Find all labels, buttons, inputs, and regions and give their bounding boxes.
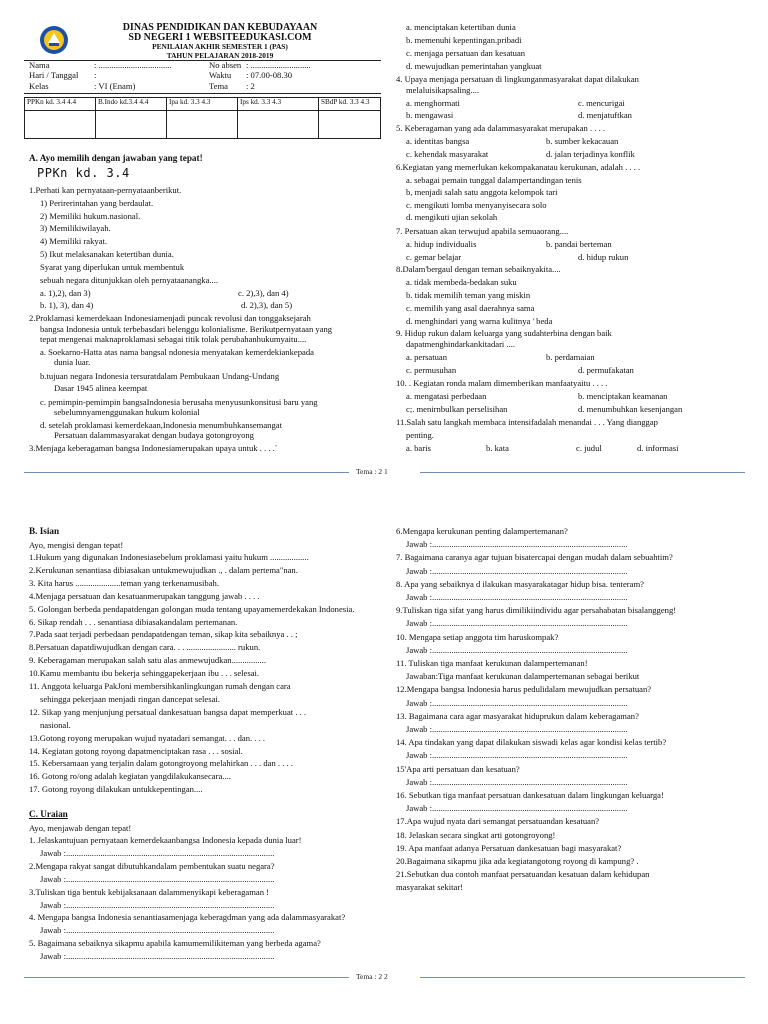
- tema-label: Tema: [209, 81, 228, 91]
- score-cell[interactable]: [167, 111, 238, 139]
- waktu-value: : 07.00-08.30: [246, 70, 293, 80]
- q10-option-c[interactable]: c;. menirnbulkan perselisihan: [406, 404, 508, 414]
- q7-option-b[interactable]: b. pandai berteman: [546, 239, 612, 249]
- uraian-question: 19. Apa manfaat adanya Persatuan dankesatuan bagi masyarakat?: [396, 842, 622, 853]
- q9-stem: dapatmenghindarkankitadari ....: [406, 339, 516, 349]
- footer-rule-left: [24, 977, 349, 978]
- q2-stem: tepat mengenai maknaproklamasi sebagai titik tolak perubahanhukumyaitu....: [40, 334, 307, 344]
- isian-question[interactable]: 13.Gotong royong merupakan wujud nyatadari semangat. . . dan. . . .: [29, 732, 266, 743]
- q8-option-b[interactable]: b. tidak memilih teman yang miskin: [406, 290, 531, 300]
- uraian-question: 15'Apa arti persatuan dan kesatuan?: [396, 763, 520, 774]
- section-c-title: C. Uraian: [29, 809, 68, 819]
- kelas-value: : VI (Enam): [94, 81, 136, 91]
- score-col-ppkn: PPKn kd. 3.4 4.4: [25, 98, 96, 111]
- score-table: [24, 97, 381, 139]
- q7-option-c[interactable]: c. gemar belajar: [406, 252, 462, 262]
- answer-line[interactable]: Jawab :.................................................................................................: [40, 925, 275, 936]
- q4-option-a[interactable]: a. menghormati: [406, 98, 460, 108]
- q6-option-b[interactable]: b, menjadi salah satu anggota kelompok tari: [406, 187, 558, 197]
- q4-option-b[interactable]: b. mengawasi: [406, 110, 454, 120]
- score-cell[interactable]: [25, 111, 96, 139]
- q2-option-d[interactable]: d. setelah proklamasi kemerdekaan,Indonesia menumbuhkansemangat: [40, 420, 282, 430]
- q5-stem: 5. Keberagaman yang ada dalammasyarakat merupakan . . . .: [396, 123, 606, 133]
- uraian-question: masyarakat sekitar!: [396, 882, 464, 893]
- no-absen-value: : ............................: [246, 60, 311, 70]
- answer-line[interactable]: Jawab :.................................................................................................: [40, 847, 275, 858]
- q3-option-d[interactable]: d. mewujudkan pemerintahan yangkuat: [406, 61, 542, 71]
- isian-question[interactable]: 11. Anggota keluarga PakJoni membersihkanlingkungan rumah dengan cara: [29, 681, 291, 691]
- answer-line[interactable]: Jawab :...........................................................................................: [406, 644, 628, 655]
- uraian-question: 17.Apa wujud nyata dari semangat persatuandan kesatuan?: [396, 816, 600, 827]
- q11-stem: penting.: [406, 430, 434, 440]
- q9-option-d[interactable]: d. permufakatan: [578, 365, 634, 375]
- q1-option-a[interactable]: a. 1),2), dan 3): [40, 288, 91, 298]
- q5-option-d[interactable]: d. jalan terjadinya konflik: [546, 149, 635, 159]
- answer-line[interactable]: Jawab :.................................................................................................: [40, 899, 275, 910]
- nama-label: Nama: [29, 60, 50, 70]
- answer-line[interactable]: Jawab :...........................................................................................: [406, 697, 628, 708]
- footer-rule-right: [420, 977, 745, 978]
- uraian-question: 6.Mengapa kerukunan penting dalampertemanan?: [396, 526, 568, 536]
- q1-option-d[interactable]: d. 2),3), dan 5): [241, 300, 293, 310]
- q1-option-c[interactable]: c. 2),3), dan 4): [238, 288, 289, 298]
- q6-option-d[interactable]: d. mengikuti ujian sekolah: [406, 212, 498, 222]
- score-col-ipa: Ipa kd. 3.3 4.3: [167, 98, 238, 111]
- q1-option-b[interactable]: b. 1), 3), dan 4): [40, 300, 94, 310]
- q7-stem: 7. Persatuan akan terwujud apabila semuaorang....: [396, 226, 569, 236]
- uraian-question: 3.Tuliskan tiga bentuk kebijaksanaan dalammenyikapi keberagaman !: [29, 886, 269, 897]
- uraian-question: 18. Jelaskan secara singkat arti gotongroyong!: [396, 829, 556, 840]
- q1-prompt: Syarat yang diperlukan untuk membentuk: [40, 262, 185, 272]
- isian-question[interactable]: 14. Kegiatan gotong royong dapatmenciptakan rasa . . . sosial.: [29, 745, 243, 756]
- q11-option-a[interactable]: a. baris: [406, 443, 431, 453]
- header-line-3: PENILAIAN AKHIR SEMESTER 1 (PAS): [152, 42, 288, 51]
- isian-question[interactable]: 15. Kebersamaan yang terjalin dalam gotongroyong melahirkan . . . dan . . . .: [29, 758, 293, 769]
- q10-option-a[interactable]: a. mengatasi perbedaan: [406, 391, 487, 401]
- waktu-label: Waktu: [209, 70, 232, 80]
- answer-line[interactable]: Jawab :...........................................................................................: [406, 750, 628, 761]
- q7-option-d[interactable]: d. hidup rukun: [578, 252, 629, 262]
- header-rule: [24, 60, 381, 61]
- uraian-question: 13. Bagaimana cara agar masyarakat hiduprukun dalam keberagaman?: [396, 710, 639, 721]
- q9-option-a[interactable]: a. persatuan: [406, 352, 448, 362]
- uraian-question: 8. Apa yang sebaiknya d ilakukan masyarakatagar hidup bisa. tenteram?: [396, 578, 644, 589]
- answer-line[interactable]: Jawab :...........................................................................................: [406, 592, 628, 602]
- answer-line[interactable]: Jawab :...........................................................................................: [406, 618, 628, 629]
- q2-option-c[interactable]: c. pemimpin-pemimpin bangsaIndonesia berusaha menyusunkonsitusi baru yang: [40, 397, 318, 407]
- q2-option-c[interactable]: sebelumnyamenggunakan hukum kolonial: [54, 407, 200, 417]
- q5-option-c[interactable]: c. kehendak masyarakat: [406, 149, 489, 159]
- q2-stem: 2.Proklamasi kemerdekaan Indonesiamenjadi puncak revolusi dan tonggaksejarah: [29, 313, 311, 323]
- q1-prompt: sebuah negara ditunjukkan oleh pernyataanangka....: [40, 275, 219, 285]
- nama-value: : ..................................: [94, 60, 172, 70]
- q1-statement: 1) Perirerintahan yang berdaulat.: [40, 198, 154, 208]
- hari-label: Hari / Tanggal: [29, 70, 79, 80]
- uraian-question: 7. Bagaimana caranya agar tujuan bisatercapai dengan mudah dalam sebuahtim?: [396, 552, 673, 563]
- isian-question[interactable]: 10.Kamu membantu ibu bekerja sehinggapekerjaan ibu . . . selesai.: [29, 668, 260, 679]
- q3-option-a[interactable]: a. menciptakan ketertiban dunia: [406, 22, 516, 32]
- footer-rule-right: [420, 472, 745, 473]
- score-col-sbdp: SBdP kd. 3.3 4.3: [319, 98, 381, 111]
- q4-option-d[interactable]: d. menjatuftkan: [578, 110, 632, 120]
- answer-line[interactable]: Jawab :.................................................................................................: [40, 951, 275, 962]
- score-cell[interactable]: [96, 111, 167, 139]
- uraian-question: 10. Mengapa setiap anggota tim haruskompak?: [396, 631, 559, 642]
- header-line-4: TAHUN PELAJARAN 2018-2019: [166, 51, 274, 60]
- q2-option-b[interactable]: b.tujuan negara Indonesia tersuratdalam Pembukaan Undang-Undang: [40, 371, 280, 381]
- q9-option-c[interactable]: c. permusuhan: [406, 365, 457, 375]
- hari-value: :: [94, 70, 97, 80]
- q6-stem: 6.Kegiatan yang memerlukan kekompakanatau kerukunan, adalah . . . .: [396, 162, 641, 172]
- q6-option-a[interactable]: a. sebagai pemain tunggal dalampertandingan tenis: [406, 175, 582, 185]
- q5-option-b[interactable]: b. sumber kekacauan: [546, 136, 619, 146]
- q3-stem: 3.Menjaga keberagaman bangsa Indonesiamerupakan upaya untuk . . . .`: [29, 443, 278, 453]
- score-cell[interactable]: [319, 111, 381, 139]
- q9-option-b[interactable]: b. perdamaian: [546, 352, 595, 362]
- isian-question[interactable]: 17. Gotong royong dilakukan untukkepentingan....: [29, 784, 203, 795]
- no-absen-label: No absen: [209, 60, 242, 70]
- q11-option-c[interactable]: c. judul: [576, 443, 602, 453]
- q4-stem: melaluisikapsaling....: [406, 85, 480, 95]
- q8-option-c[interactable]: c. memilih yang asal daerahnya sama: [406, 303, 535, 313]
- isian-question[interactable]: 5. Golongan berbeda pendapatdengan golongan muda tentang upayamemerdekakan Indonesia.: [29, 603, 355, 614]
- uraian-question: 2.Mengapa rakyat sangat dibutuhkandalam pembentukan suatu negara?: [29, 860, 275, 871]
- q1-stem: 1.Perhati kan pernyataan-pernyataanberikut.: [29, 185, 182, 195]
- isian-question[interactable]: 12. Sikap yang menjunjung persatual dankesatuan bangsa dapat memperkuat . . .: [29, 706, 307, 717]
- q10-option-b[interactable]: b. menciptakan keamanan: [578, 391, 668, 401]
- isian-question[interactable]: 6. Sikap rendah . . . senantiasa dibiasakandalam pertemanan.: [29, 616, 238, 627]
- uraian-question: 9.Tuliskan tiga sifat yang harus dimilikiindividu agar persahabatan bisalanggeng!: [396, 605, 677, 616]
- footer-rule-left: [24, 472, 349, 473]
- q2-option-a[interactable]: a. Soekarno-Hatta atas nama bangsal ndonesia menyatakan kemerdekiankepada: [40, 347, 314, 357]
- q11-stem: 11.Salah satu langkah membaca intensifadalah menandai . . . Yang dianggap: [396, 417, 658, 427]
- q8-option-a[interactable]: a. tidak membeda-bedakan suku: [406, 277, 517, 287]
- section-b-intro: Ayo, mengisi dengan tepat!: [29, 540, 124, 550]
- q2-stem: bangsa Indonesia untuk terbebasdari belenggu kolonialisme. Berikutpernyataan yang: [40, 324, 333, 334]
- section-b-title: B. Isian: [29, 526, 60, 536]
- school-logo: [39, 25, 69, 55]
- isian-question[interactable]: 2.Kerukunan senantiasa dibiasakan untukmewujudkan ., . dalam pertema"nan.: [29, 564, 298, 575]
- isian-question[interactable]: nasional.: [40, 719, 71, 730]
- q2-option-d[interactable]: Persatuan dalammasyarakat dengan budaya gotongroyong: [54, 430, 254, 440]
- q5-option-a[interactable]: a. identitas bangsa: [406, 136, 470, 146]
- header-line-1: DINAS PENDIDIKAN DAN KEBUDAYAAN: [122, 22, 318, 33]
- identity-rule: [24, 93, 381, 94]
- q10-stem: 10. . Kegiatan ronda malam dimemberikan manfaatyaitu . . . .: [396, 378, 608, 388]
- isian-question[interactable]: 7.Pada saat terjadi perbedaan pendapatdengan teman, sikap kita sebaiknya . . ;: [29, 629, 298, 640]
- section-c-intro: Ayo, menjawab dengan tepat!: [29, 823, 132, 833]
- uraian-question: 16. Sebutkan tiga manfaat persatuan dankesatuan dalam lingkungan keluarga!: [396, 790, 664, 800]
- answer-line[interactable]: Jawab :...........................................................................................: [406, 803, 628, 814]
- isian-question[interactable]: 1.Hukum yang digunakan Indonesiasebelum proklamasi yaitu hukum ..................: [29, 552, 309, 562]
- uraian-question: 14. Apa tindakan yang dapat dilakukan siswadi kelas agar kondisi kelas tertib?: [396, 737, 667, 748]
- score-col-bindo: B.Indo kd.3.4 4.4: [96, 98, 167, 111]
- answer-line[interactable]: Jawab :.................................................................................................: [40, 873, 275, 884]
- q11-option-b[interactable]: b. kata: [486, 443, 509, 453]
- uraian-question: 21.Sebutkan dua contoh manfaat persatuandan kesatuan dalam kehidupan: [396, 869, 650, 880]
- q11-option-d[interactable]: d. informasi: [637, 443, 679, 453]
- isian-question[interactable]: 8.Persatuan dapatdiwujudkan dengan cara. . . ....................... rukun.: [29, 642, 261, 653]
- isian-question[interactable]: 4.Menjaga persatuan dan kesatuanmerupakan tanggung jawab . . . .: [29, 590, 260, 601]
- q2-option-b[interactable]: Dasar 1945 alinea keempat: [54, 383, 148, 393]
- q2-option-a[interactable]: dunia luar.: [54, 357, 91, 367]
- uraian-question: 4. Mengapa bangsa Indonesia senantiasamenjaga keberagdman yang ada dalammasyarakat?: [29, 912, 346, 923]
- q10-option-d[interactable]: d. menumbuhkan kesenjangan: [578, 404, 683, 414]
- ppkn-subject-label: PPKn kd. 3.4: [37, 166, 130, 180]
- q8-option-d[interactable]: d. menghindari yang warna kulitnya ' beda: [406, 316, 553, 326]
- section-a-title: A. Ayo memilih dengan jawaban yang tepat!: [29, 153, 203, 163]
- q4-stem: 4. Upaya menjaga persatuan di lingkunganmasyarakat dapat dilakukan: [396, 74, 639, 84]
- header-line-2: SD NEGERI 1 WEBSITEEDUKASI.COM: [128, 32, 312, 43]
- isian-question[interactable]: sehingga pekerjaan menjadi ringan dancepat selesai.: [40, 693, 220, 704]
- uraian-question: 5. Bagaimana sebaiknya sikapmu apabila kamumemilikiteman yang berbeda agama?: [29, 938, 321, 949]
- q7-option-a[interactable]: a. hidup individualis: [406, 239, 477, 249]
- q1-statement: 5) Ikut melaksanakan ketertiban dunia.: [40, 249, 174, 259]
- isian-question[interactable]: 3. Kita harus .....................teman yang terkenamusibah.: [29, 577, 219, 588]
- answer-line[interactable]: Jawab :...........................................................................................: [406, 539, 628, 550]
- page2-footer: Tema : 2 2: [356, 972, 388, 981]
- q1-statement: 3) Memilikiwilayah.: [40, 223, 111, 233]
- uraian-question: 12.Mengapa bangsa Indonesia harus pedulidalam mewujudkan persatuan?: [396, 684, 652, 695]
- page1-footer: Tema : 2 1: [356, 467, 388, 476]
- q8-stem: 8.Dalam'bergaul dengan teman sebaiknyakita....: [396, 264, 561, 274]
- kelas-label: Kelas: [29, 81, 49, 91]
- answer-line[interactable]: Jawab :...........................................................................................: [406, 565, 628, 576]
- q3-option-b[interactable]: b. memenuhi kepentingan.pribadi: [406, 35, 522, 45]
- q6-option-c[interactable]: c. mengikuti lomba menyanyisecara solo: [406, 200, 547, 210]
- uraian-question: 20.Bagaimana sikapmu jika ada kegiatangotong royong di kampung? .: [396, 856, 639, 866]
- uraian-question: 11. Tuliskan tiga manfaat kerukunan dalampertemanan!: [396, 658, 588, 668]
- q9-stem: 9. Hidup rukun dalam keluarga yang sudahterbina dengan baik: [396, 328, 612, 338]
- score-cell[interactable]: [238, 111, 319, 139]
- q3-option-c[interactable]: c. menjaga persatuan dan kesatuan: [406, 48, 526, 58]
- answer-line: Jawaban:Tiga manfaat kerukunan dalampertemanan sebagai berikut: [406, 671, 640, 682]
- isian-question[interactable]: 9. Keberagaman merupakan salah satu alas anmewujudkan................: [29, 655, 266, 666]
- q4-option-c[interactable]: c. mencurigai: [578, 98, 625, 108]
- uraian-question: 1. Jelaskantujuan pernyataan kemerdekaanbangsa Indonesia kepada dunia luar!: [29, 835, 302, 845]
- tema-value: : 2: [246, 81, 255, 91]
- q1-statement: 4) Memiliki rakyat.: [40, 236, 108, 246]
- score-col-ips: Ips kd. 3.3 4.3: [238, 98, 319, 111]
- isian-question[interactable]: 16. Gotong ro/ong adalah kegiatan yangdilakukansecara....: [29, 771, 231, 782]
- answer-line[interactable]: Jawab :...........................................................................................: [406, 724, 628, 734]
- answer-line[interactable]: Jawab :...........................................................................................: [406, 776, 628, 787]
- q1-statement: 2) Memiliki hukum.nasional.: [40, 211, 141, 221]
